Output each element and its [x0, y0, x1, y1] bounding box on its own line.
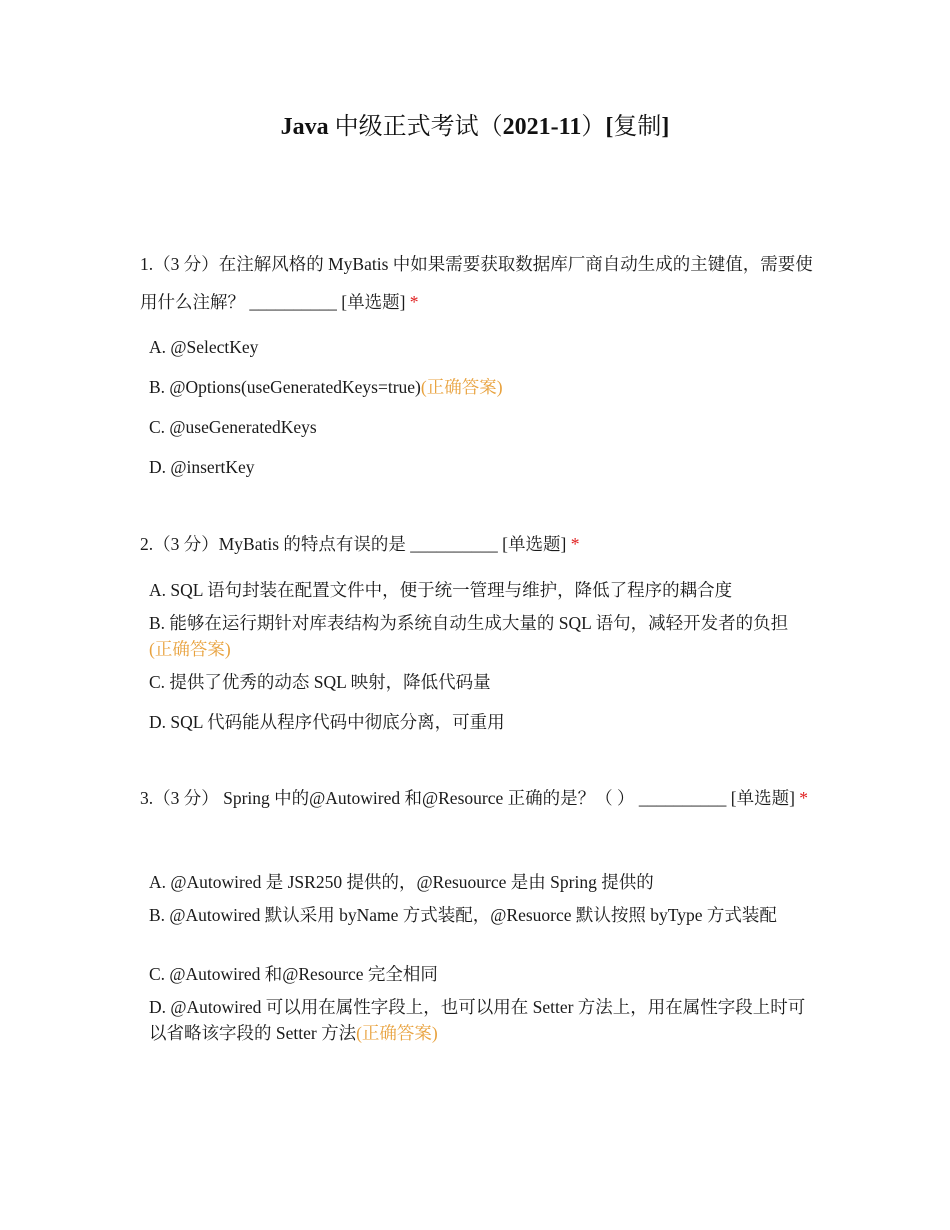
- option-b[interactable]: B. @Options(useGeneratedKeys=true)(正确答案): [149, 377, 503, 397]
- page-title: Java 中级正式考试（2021-11）[复制]: [280, 114, 670, 140]
- option-a[interactable]: A. SQL 语句封装在配置文件中，便于统一管理与维护，降低了程序的耦合度: [149, 580, 733, 600]
- option-d[interactable]: D. SQL 代码能从程序代码中彻底分离，可重用: [149, 712, 505, 732]
- question-2: [140, 525, 820, 732]
- correct-answer-label: (正确答案): [356, 1023, 438, 1043]
- option-d[interactable]: D. @insertKey: [149, 457, 255, 477]
- correct-answer-label: (正确答案): [420, 377, 503, 397]
- correct-answer-label: (正确答案): [149, 639, 231, 659]
- option-a[interactable]: A. @Autowired 是 JSR250 提供的，@Resuource 是由 Spring 提供的: [149, 872, 654, 892]
- option-c[interactable]: C. @Autowired 和@Resource 完全相同: [149, 964, 438, 984]
- question-3: [140, 779, 820, 1043]
- question-stem: 2.（3 分）MyBatis 的特点有误的是 __________ [单选题] *: [140, 534, 580, 554]
- option-a[interactable]: A. @SelectKey: [149, 337, 259, 357]
- option-c[interactable]: C. @useGeneratedKeys: [149, 417, 317, 437]
- option-c[interactable]: C. 提供了优秀的动态 SQL 映射，降低代码量: [149, 672, 491, 692]
- option-d[interactable]: D. @Autowired 可以用在属性字段上，也可以用在 Setter 方法上，用在属性字段上时可以省略该字段的 Setter 方法(正确答案): [149, 997, 806, 1043]
- required-mark: *: [799, 788, 809, 808]
- required-mark: *: [570, 534, 580, 554]
- question-stem: 1.（3 分）在注解风格的 MyBatis 中如果需要获取数据库厂商自动生成的主键值，需要使用什么注解？ __________ [单选题] *: [140, 254, 813, 312]
- option-b[interactable]: B. @Autowired 默认采用 byName 方式装配，@Resuorce 默认按照 byType 方式装配: [149, 905, 777, 925]
- option-b[interactable]: B. 能够在运行期针对库表结构为系统自动生成大量的 SQL 语句，减轻开发者的负担(正确答案): [149, 613, 789, 659]
- question-stem: 3.（3 分） Spring 中的@Autowired 和@Resource 正确的是？（ ） __________ [单选题] *: [140, 788, 809, 808]
- question-1: [140, 245, 820, 477]
- required-mark: *: [409, 292, 419, 312]
